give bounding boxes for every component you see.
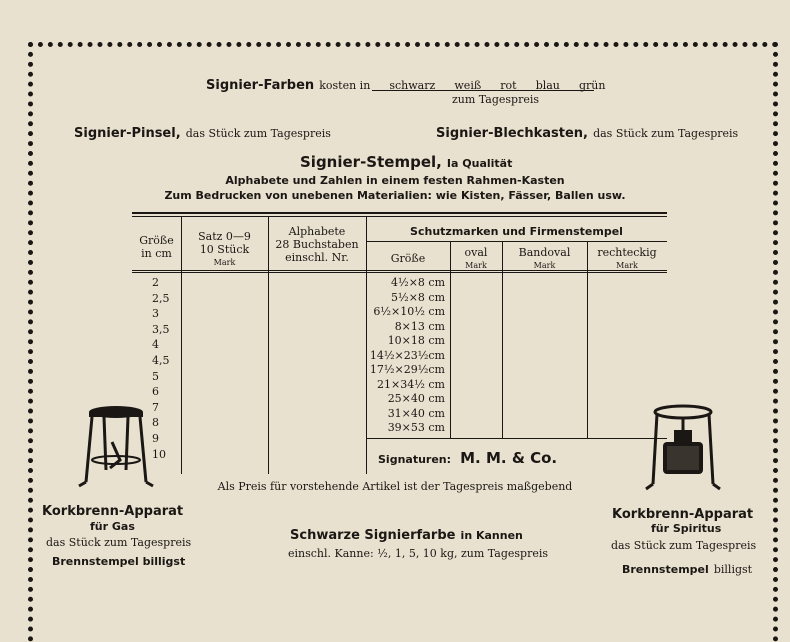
colors-underline xyxy=(372,90,594,91)
col-satz-header: Satz 0—9 10 Stück Mark xyxy=(198,230,251,267)
color-blau: blau xyxy=(535,79,560,92)
size-row: 9 xyxy=(152,431,159,445)
right-price: das Stück zum Tagespreis xyxy=(611,539,757,552)
right-sub: für Spiritus xyxy=(651,522,722,535)
stempel-desc-1: Alphabete und Zahlen in einem festen Rahmen-Kasten xyxy=(225,174,565,187)
gas-burner-stand-icon xyxy=(76,402,158,490)
sub-rechteckig-header: rechteckig Mark xyxy=(597,246,657,270)
signaturen-label: Signaturen: xyxy=(378,453,452,466)
blech-text: das Stück zum Tagespreis xyxy=(593,127,739,140)
stamp-size-row: 8×13 cm xyxy=(394,319,445,333)
size-row: 3 xyxy=(152,307,159,321)
stamp-size-row: 25×40 cm xyxy=(387,392,445,405)
left-bottom: Brennstempel billigst xyxy=(52,555,186,568)
farben-text: kosten in xyxy=(319,79,371,92)
stamp-table xyxy=(132,212,667,474)
pinsel-title: Signier-Pinsel, xyxy=(74,126,181,141)
size-row: 2,5 xyxy=(152,291,170,305)
stamp-size-row: 31×40 cm xyxy=(387,406,445,420)
group-header: Schutzmarken und Firmenstempel xyxy=(410,225,623,238)
right-bottom-line xyxy=(622,558,752,577)
blech-title: Signier-Blechkasten, xyxy=(436,126,588,141)
right-bottom-bold: Brennstempel xyxy=(622,563,709,576)
left-sub: für Gas xyxy=(90,520,135,533)
pinsel-line xyxy=(74,122,331,141)
color-schwarz: schwarz xyxy=(389,79,436,92)
sub-bandoval-header: Bandoval Mark xyxy=(518,246,571,270)
preis-note: Als Preis für vorstehende Artikel ist der Tagespreis maßgebend xyxy=(217,480,573,493)
color-rot: rot xyxy=(500,79,517,92)
right-bottom: billigst xyxy=(713,563,753,576)
farben-title: Signier-Farben xyxy=(206,78,315,93)
stempel-quality: Ia Qualität xyxy=(446,157,513,170)
right-title: Korkbrenn-Apparat xyxy=(612,507,754,522)
stempel-desc-2: Zum Bedrucken von unebenen Materialien: wie Kisten, Fässer, Ballen usw. xyxy=(164,189,626,202)
stamp-size-row: 21×34½ cm xyxy=(377,377,445,391)
size-row: 6 xyxy=(152,385,159,399)
center-sub: in Kannen xyxy=(460,529,523,542)
size-row: 7 xyxy=(152,400,159,414)
col-groesse-header: Größe in cm xyxy=(139,234,174,260)
stamp-size-row: 14½×23½cm xyxy=(369,348,445,362)
size-row: 10 xyxy=(152,447,166,461)
size-row: 2 xyxy=(152,276,159,289)
size-row: 4,5 xyxy=(152,353,170,367)
size-row: 5 xyxy=(152,369,159,383)
spirit-burner-stand-icon xyxy=(643,402,723,492)
blech-line xyxy=(436,122,738,141)
pinsel-text: das Stück zum Tagespreis xyxy=(185,127,331,140)
center-title: Schwarze Signierfarbe xyxy=(290,528,456,543)
size-row: 3,5 xyxy=(152,322,170,336)
stamp-size-row: 39×53 cm xyxy=(387,421,445,434)
stamp-size-row: 6½×10½ cm xyxy=(373,305,445,318)
stamp-size-row: 17½×29½cm xyxy=(369,363,445,376)
farben-tagespreis: zum Tagespreis xyxy=(452,93,540,106)
stamp-size-row: 5½×8 cm xyxy=(391,290,445,304)
size-row: 8 xyxy=(152,416,159,430)
signaturen xyxy=(378,448,557,467)
col-alphabete-header: Alphabete 28 Buchstaben einschl. Nr. xyxy=(275,225,359,264)
color-gruen: grün xyxy=(578,79,606,92)
stamp-size-row: 10×18 cm xyxy=(387,334,445,347)
stamp-size-list xyxy=(368,276,445,436)
sub-oval-header: oval Mark xyxy=(464,246,488,270)
stamp-size-row: 4½×8 cm xyxy=(391,276,445,289)
center-line: einschl. Kanne: ½, 1, 5, 10 kg, zum Tagespreis xyxy=(288,547,549,560)
signaturen-value: M. M. & Co. xyxy=(460,449,558,467)
color-weiss: weiß xyxy=(454,79,482,92)
center-title-line xyxy=(290,524,523,543)
left-price: das Stück zum Tagespreis xyxy=(46,536,192,549)
stempel-title: Signier-Stempel, xyxy=(300,153,442,171)
sub-groesse-header: Größe xyxy=(390,252,426,265)
left-title: Korkbrenn-Apparat xyxy=(42,504,184,519)
stempel-line xyxy=(300,152,512,171)
size-row: 4 xyxy=(152,338,159,352)
